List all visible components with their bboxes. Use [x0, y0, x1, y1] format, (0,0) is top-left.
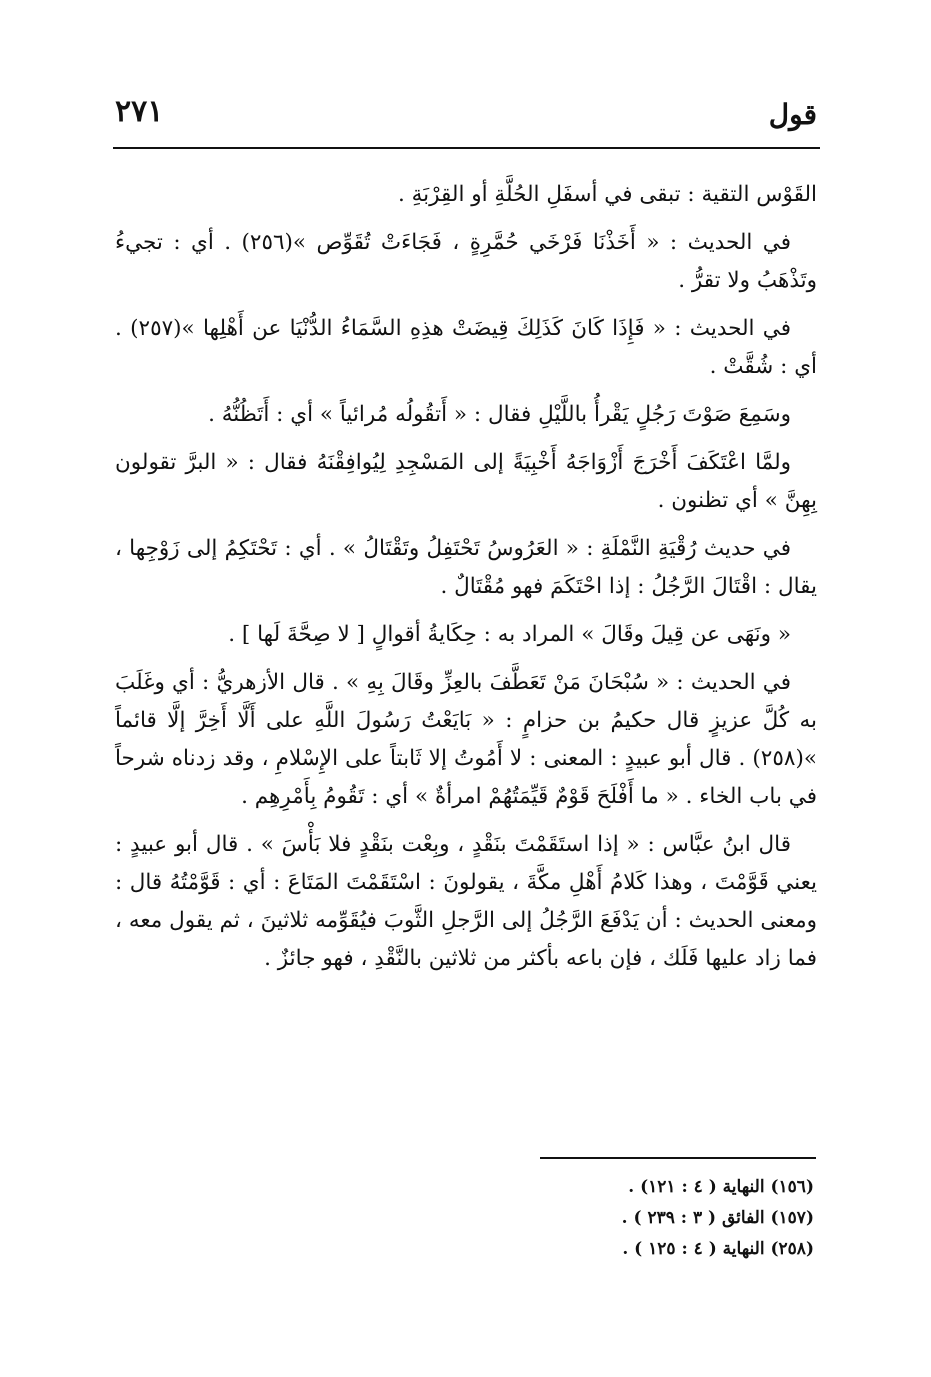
paragraph: في حديث رُقْيَةِ النَّمْلَةِ : « العَرُوسُ تَحْتَفِلُ وتَقْتَالُ » . أي : تَحْتَكِمُ إلى زَوْجِها ، يقال : اقْتَالَ الرَّجُلُ : إذا احْتَكَمَ فهو مُقْتَالٌ .	[115, 536, 817, 599]
paragraph: في الحديث : « سُبْحَانَ مَنْ تَعَطَّفَ بالعِزِّ وقَالَ بِهِ » . قال الأزهريُّ : أي وغَلَبَ به كُلَّ عزيزٍ قال حكيمُ بن حزامٍ : « بَايَعْتُ رَسُولَ اللَّهِ على أَلَّا أَخِرَّ إلَّا قائماً »(٢٥٨) . قال أبو عبيدٍ : المعنى : لا أَمُوتُ إلا ثَابتاً على الإِسْلامِ ، وقد زدناه شرحاً في باب الخاء . « ما أَفْلَحَ قَوْمٌ قَيِّمَتُهُمْ امرأةٌ » أي : تَقُومُ بِأَمْرِهِم .	[115, 670, 817, 809]
paragraph: القَوْس التقية : تبقى في أسفَلِ الحُلَّةِ أو القِرْبَةِ .	[397, 182, 817, 207]
paragraph: في الحديث : « أَخَذْنَا فَرْخَي حُمَّرِةٍ ، فَجَاءَتْ تُقَوِّص »(٢٥٦) . أي : تجيءُ وتَذْهَبُ ولا تقرُّ .	[115, 230, 817, 293]
main-text	[115, 176, 817, 988]
paragraph: وسَمِعَ صَوْتَ رَجُلٍ يَقْرأُ باللَّيْلِ فقال : « أَتقُولُه مُرائياً » أي : أَتَظُنُّهُ .	[208, 402, 791, 427]
footnotes	[400, 1172, 814, 1265]
footnote-divider	[540, 1157, 816, 1159]
paragraph: في الحديث : « فَإِذَا كَانَ كَذَلِكَ قِيضَتْ هذِهِ السَّمَاءُ الدُّنْيَا عن أَهْلِها »(٢٥٧) . أي : شُقَّتْ .	[115, 316, 817, 379]
footnote: (١٥٦) النهاية ( ٤ : ١٢١) .	[628, 1177, 814, 1197]
paragraph: قال ابنُ عبَّاس : « إذا استَقَمْتَ بنَقْدٍ ، وبِعْت بنَقْدٍ فلا بَأْسَ » . قال أبو عبيدٍ : يعني قَوَّمْتَ ، وهذا كَلامُ أَهْلِ مكَّةَ ، يقولونَ : اسْتَقَمْتَ المَتَاعَ : أي : قَوَّمْتُهُ قال : ومعنى الحديث : أن يَدْفَعَ الرَّجُلُ إلى الرَّجلِ الثَّوبَ فيُقَوِّمه ثلاثينَ ، ثم يقول معه ، فما زاد عليها فَلَك ، فإن باعه بأكثر من ثلاثين بالنَّقْدِ ، فهو جائزٌ .	[115, 832, 817, 971]
page-header	[115, 88, 817, 148]
section-title: قول	[768, 98, 817, 131]
page-number: ٢٧١	[115, 94, 164, 129]
header-divider	[113, 147, 820, 149]
paragraph: ولمَّا اعْتَكَفَ أَخْرَجَ أَزْوَاجَهُ أَخْبِيَةً إلى المَسْجِدِ لِيُوافِقْنَهُ فقال : « البرَّ تقولون بِهِنَّ » أي تظنون .	[115, 450, 817, 513]
footnote: (١٥٧) الفائق ( ٣ : ٢٣٩ ) .	[621, 1208, 814, 1228]
footnote: (٢٥٨) النهاية ( ٤ : ١٢٥ ) .	[622, 1239, 814, 1259]
paragraph: « ونَهَى عن قِيلَ وقَالَ » المراد به : حِكَايةُ أقوالٍ [ لا صِحَّةَ لَها ] .	[228, 622, 791, 647]
